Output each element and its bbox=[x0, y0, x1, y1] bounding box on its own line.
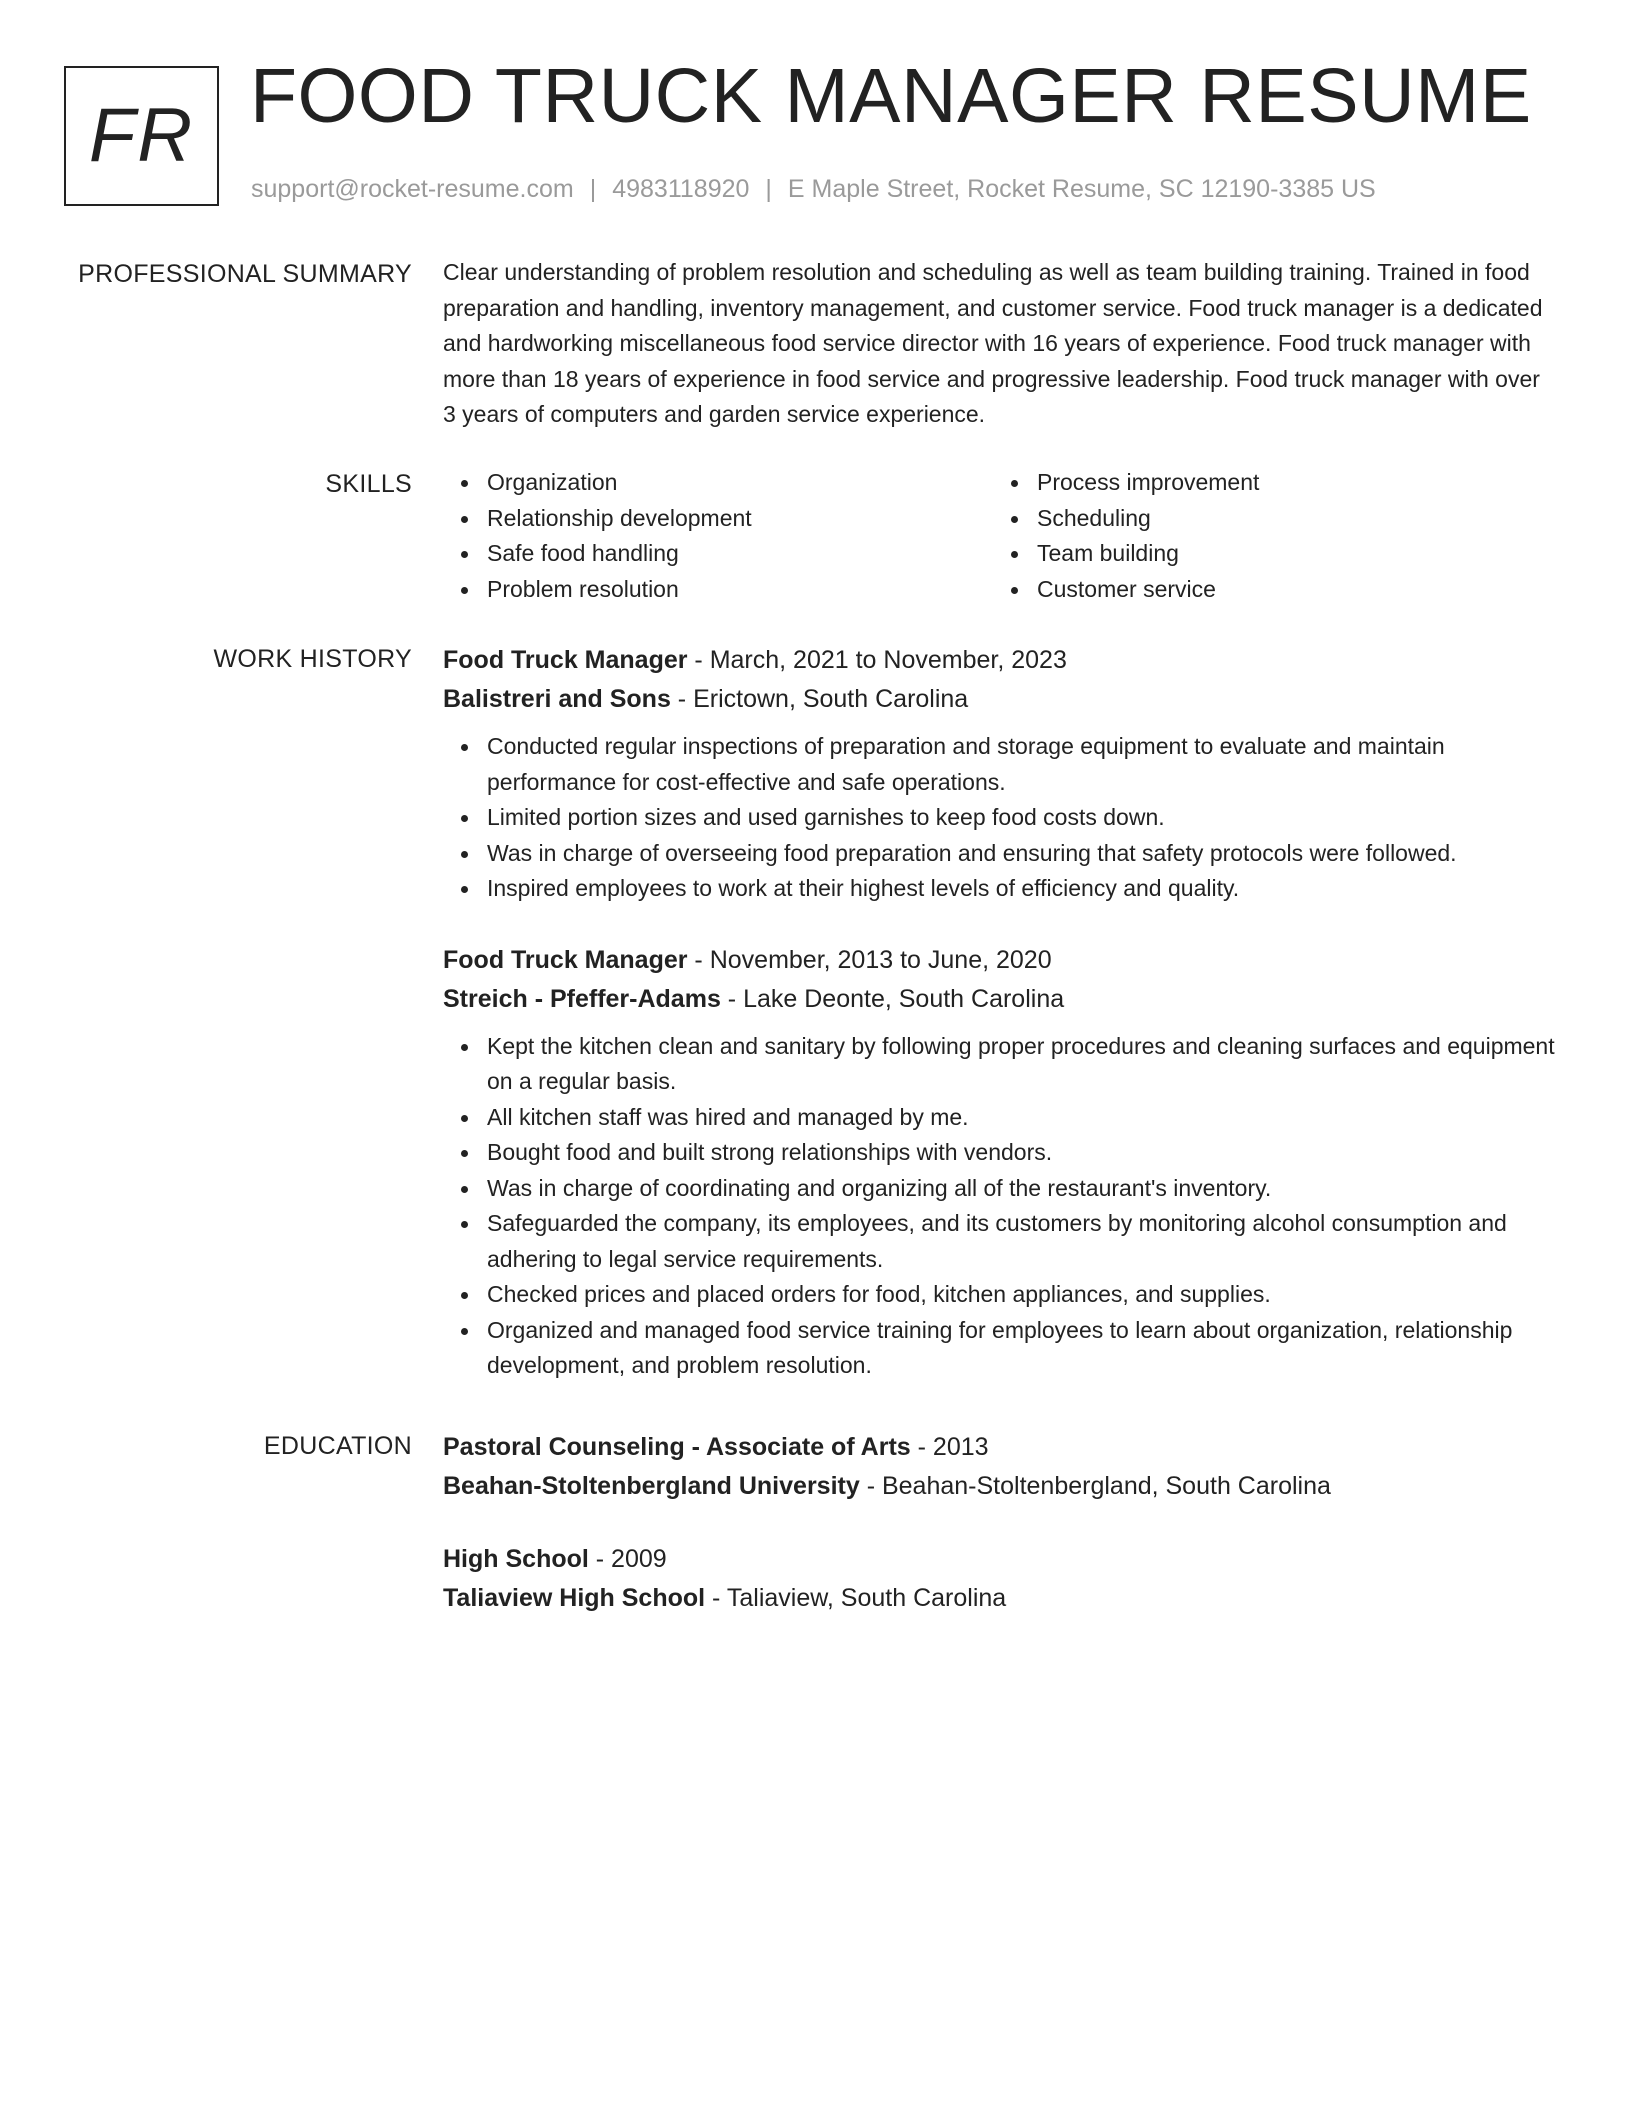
section-label-work: WORK HISTORY bbox=[213, 645, 412, 673]
education-degree: High School bbox=[443, 1545, 589, 1573]
education-school: Beahan-Stoltenbergland University bbox=[443, 1472, 860, 1500]
job-location: - Erictown, South Carolina bbox=[670, 685, 969, 713]
skill-item: Organization bbox=[487, 465, 993, 501]
contact-separator: | bbox=[589, 175, 597, 203]
skill-item: Process improvement bbox=[1037, 465, 1543, 501]
skill-item: Team building bbox=[1037, 536, 1543, 572]
skills-body bbox=[443, 465, 1543, 607]
job-title-line bbox=[443, 941, 1543, 980]
education-school-line bbox=[443, 1467, 1543, 1506]
education-degree: Pastoral Counseling - Associate of Arts bbox=[443, 1433, 911, 1461]
job-title: Food Truck Manager bbox=[443, 646, 688, 674]
job-company-line bbox=[443, 980, 1543, 1019]
summary-body bbox=[443, 258, 1543, 433]
work-history-body bbox=[443, 641, 1555, 1418]
skills-list-left bbox=[443, 465, 993, 607]
skills-list-right bbox=[993, 465, 1543, 607]
job-bullet: Limited portion sizes and used garnishes to keep food costs down. bbox=[487, 800, 1577, 836]
section-label-summary: PROFESSIONAL SUMMARY bbox=[78, 260, 412, 288]
education-location: - Beahan-Stoltenbergland, South Carolina bbox=[859, 1472, 1331, 1500]
job-bullets bbox=[443, 1029, 1577, 1384]
job-location: - Lake Deonte, South Carolina bbox=[720, 984, 1065, 1013]
skill-item: Scheduling bbox=[1037, 501, 1543, 537]
skills-columns bbox=[443, 465, 1543, 607]
job-dates: - November, 2013 to June, 2020 bbox=[687, 945, 1052, 974]
contact-phone[interactable]: 4983118920 bbox=[612, 175, 750, 203]
monogram-initials: FR bbox=[88, 93, 195, 178]
job-dates: - March, 2021 to November, 2023 bbox=[687, 646, 1067, 674]
skill-item: Customer service bbox=[1037, 572, 1543, 608]
job-bullet: Organized and managed food service training for employees to learn about organization, relationship development, and problem resolution. bbox=[487, 1313, 1577, 1384]
job-bullet: Kept the kitchen clean and sanitary by following proper procedures and cleaning surfaces and equipment on a regular basis. bbox=[487, 1029, 1577, 1100]
contact-line bbox=[251, 174, 1376, 204]
education-degree-line bbox=[443, 1428, 1543, 1467]
education-year: - 2013 bbox=[910, 1433, 989, 1461]
education-degree-line bbox=[443, 1540, 1543, 1579]
skill-item: Safe food handling bbox=[487, 536, 993, 572]
education-entry bbox=[443, 1428, 1543, 1506]
section-label-skills: SKILLS bbox=[325, 470, 412, 498]
job-company: Balistreri and Sons bbox=[443, 685, 671, 713]
job-entry bbox=[443, 941, 1555, 1384]
skill-item: Relationship development bbox=[487, 501, 993, 537]
education-school: Taliaview High School bbox=[443, 1584, 706, 1612]
education-year: - 2009 bbox=[588, 1545, 667, 1573]
job-title: Food Truck Manager bbox=[443, 945, 688, 974]
education-school-line bbox=[443, 1579, 1543, 1618]
job-bullet: Checked prices and placed orders for food, kitchen appliances, and supplies. bbox=[487, 1277, 1577, 1313]
education-location: - Taliaview, South Carolina bbox=[705, 1584, 1007, 1612]
education-body bbox=[443, 1428, 1543, 1652]
section-label-education: EDUCATION bbox=[263, 1432, 412, 1460]
education-entry bbox=[443, 1540, 1543, 1618]
job-bullet: All kitchen staff was hired and managed by me. bbox=[487, 1100, 1577, 1136]
job-bullet: Safeguarded the company, its employees, and its customers by monitoring alcohol consumption and adhering to legal service requirements. bbox=[487, 1206, 1577, 1277]
job-entry bbox=[443, 641, 1543, 907]
skill-item: Problem resolution bbox=[487, 572, 993, 608]
job-company-line bbox=[443, 680, 1543, 719]
contact-address: E Maple Street, Rocket Resume, SC 12190-3385 US bbox=[787, 175, 1376, 203]
contact-email[interactable]: support@rocket-resume.com bbox=[251, 175, 574, 203]
job-company: Streich - Pfeffer-Adams bbox=[443, 984, 721, 1013]
contact-separator: | bbox=[765, 175, 772, 203]
job-bullets bbox=[443, 729, 1577, 907]
job-bullet: Inspired employees to work at their highest levels of efficiency and quality. bbox=[487, 871, 1577, 907]
summary-text: Clear understanding of problem resolution and scheduling as well as team building training. Trained in food preparation and handling, inventory management, and customer service. Food truck manager is a dedicated and hardworking miscellaneous food service director with 16 years of experience. Food truck manager with more than 18 years of experience in food service and progressive leadership. Food truck manager with over 3 years of computers and garden service experience. bbox=[443, 259, 1543, 427]
monogram-box bbox=[64, 66, 219, 206]
resume-title: FOOD TRUCK MANAGER RESUME bbox=[250, 53, 1532, 139]
job-bullet: Was in charge of overseeing food preparation and ensuring that safety protocols were followed. bbox=[487, 836, 1577, 872]
job-bullet: Was in charge of coordinating and organizing all of the restaurant's inventory. bbox=[487, 1171, 1577, 1207]
job-bullet: Bought food and built strong relationships with vendors. bbox=[487, 1135, 1577, 1171]
job-title-line bbox=[443, 641, 1543, 680]
job-bullet: Conducted regular inspections of preparation and storage equipment to evaluate and maintain performance for cost-effective and safe operations. bbox=[487, 729, 1577, 800]
